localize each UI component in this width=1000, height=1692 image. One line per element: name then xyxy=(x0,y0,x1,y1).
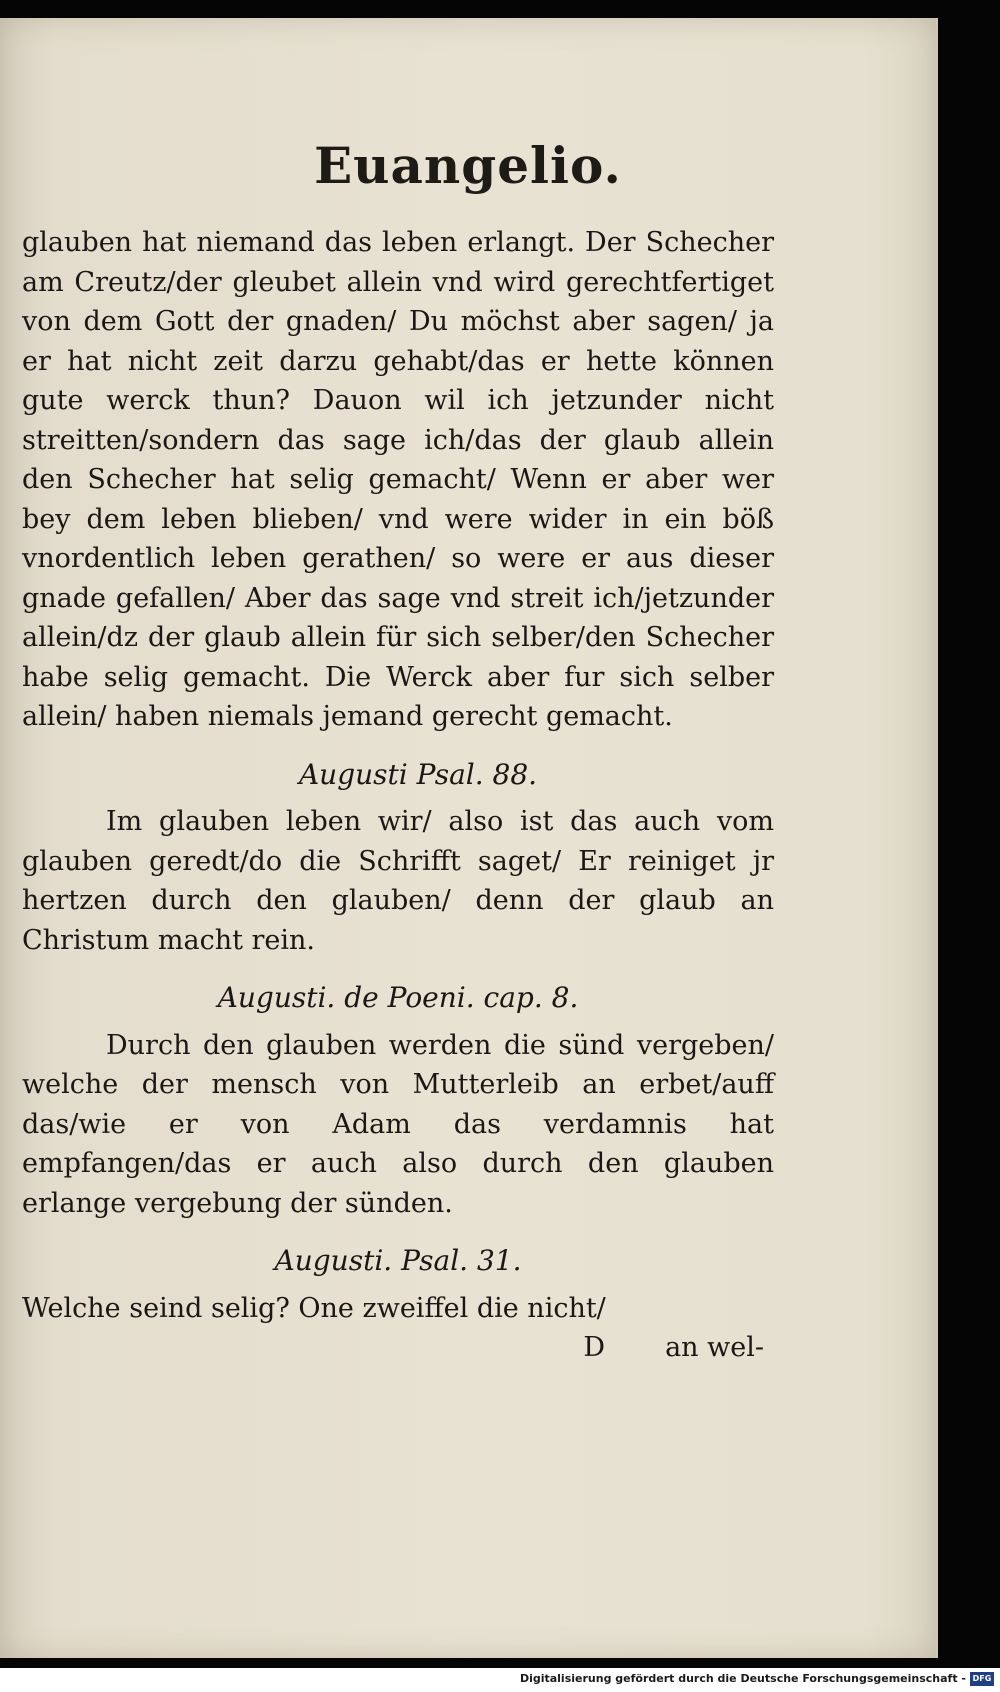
paragraph-2: Im glauben leben wir/ also ist das auch vom glauben geredt/do die Schrifft saget/ Er reiniget jr hertzen durch den glauben/ denn der glaub an Christum macht rein. xyxy=(22,806,774,956)
paragraph-1: glauben hat niemand das leben erlangt. Der Schecher am Creutz/der gleubet allein vnd wird gerechtfertiget von dem Gott der gnaden/ Du möchst aber sagen/ ja er hat nicht zeit darzu gehabt/das er hette können gute werck thun? Dauon wil ich jetzunder nicht streitten/sondern das sage ich/das der glaub allein den Schecher hat selig gemacht/ Wenn er aber wer bey dem leben blieben/ vnd were wider in ein böß vnordentlich leben gerathen/ so were er aus dieser gnade gefallen/ Aber das sage vnd streit ich/jetzunder allein/dz der glaub allein für sich selber/den Schecher habe selig gemacht. Die Werck aber fur sich selber allein/ haben niemals jemand gerecht gemacht. xyxy=(22,227,774,732)
citation-augustine-de-poenitentia: Augusti. de Poeni. cap. 8. xyxy=(217,981,579,1014)
paragraph-3: Durch den glauben werden die sünd vergeben/ welche der mensch von Mutterleib an erbet/auff das/wie er von Adam das verdamnis hat empfangen/das er auch also durch den glauben erlange vergebung der sünden. xyxy=(22,1029,774,1219)
funding-credit: Digitalisierung gefördert durch die Deutsche Forschungsgemeinschaft - xyxy=(519,1672,966,1685)
footer-bar xyxy=(0,1668,1000,1692)
page-text-block xyxy=(22,223,774,1367)
dfg-logo-icon: DFG xyxy=(970,1672,994,1686)
signature-mark: D xyxy=(583,1332,606,1363)
citation-augustine-psalm-31: Augusti. Psal. 31. xyxy=(274,1244,522,1277)
catchline xyxy=(22,1328,774,1367)
running-head: Euangelio. xyxy=(314,136,622,195)
catchword: an wel- xyxy=(665,1332,764,1363)
paragraph-4: Welche seind selig? One zweiffel die nicht/ xyxy=(22,1292,606,1324)
book-page xyxy=(0,18,938,1658)
citation-augustine-psalm-88: Augusti Psal. 88. xyxy=(298,757,538,791)
